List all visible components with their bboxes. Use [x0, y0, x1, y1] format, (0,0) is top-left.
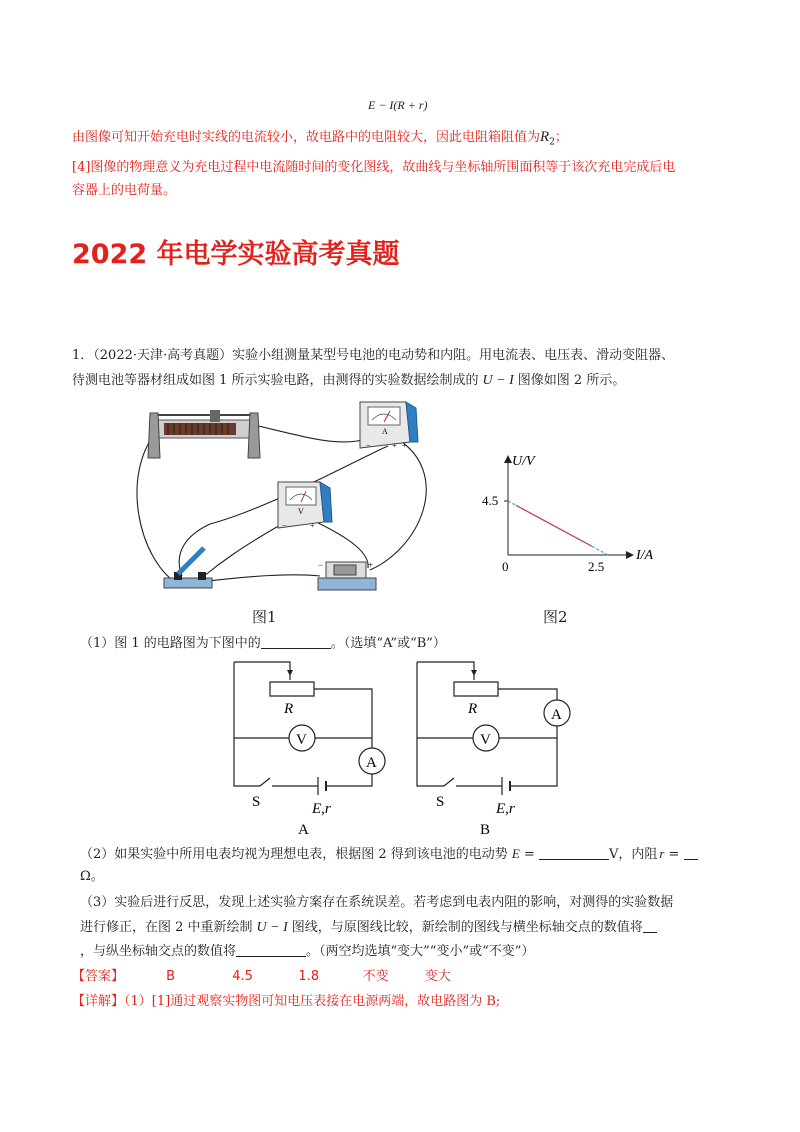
- ammeter: [360, 402, 418, 450]
- circuit-b-switch-label: S: [436, 794, 445, 810]
- emf-blank[interactable]: [539, 846, 609, 860]
- voltmeter: [278, 482, 332, 530]
- circuit-a-voltmeter: V: [296, 732, 307, 748]
- part-1-question: （1）图 1 的电路图为下图中的 。（选填“A”或“B”）: [80, 636, 446, 651]
- answer-label: 【答案】: [72, 969, 125, 984]
- svg-text:+: +: [368, 560, 374, 570]
- ui-line-solid: [516, 505, 592, 546]
- y-intercept-label: 4.5: [482, 493, 499, 508]
- ui-line-dashed-start: [508, 501, 516, 505]
- internal-resistance-blank[interactable]: [684, 846, 698, 860]
- answer-value: 不变: [362, 969, 389, 984]
- circuit-a-battery-label: E,r: [312, 801, 331, 817]
- circuit-a-ammeter: A: [366, 755, 377, 771]
- answer-row: [72, 966, 451, 988]
- explanation-line-2: [4]图像的物理意义为充电过程中电流随时间的变化图线，故曲线与坐标轴所围面积等于该次充电完成后电: [72, 160, 676, 175]
- svg-text:A: A: [382, 427, 388, 436]
- figure-1-physical-circuit: [120, 398, 440, 608]
- svg-text:+: +: [310, 521, 315, 530]
- question-stem-line-2: 待测电池等器材组成如图 1 所示实验电路，由测得的实验数据绘制成的 U − I 图像如图 2 所示。: [72, 373, 626, 388]
- detail-row: [72, 991, 500, 1013]
- svg-text:−: −: [366, 441, 371, 450]
- x-intercept-change-blank[interactable]: [643, 919, 657, 933]
- svg-text:+: +: [392, 441, 397, 450]
- y-intercept-change-blank[interactable]: [236, 943, 306, 957]
- circuit-a-resistor-label: R: [284, 701, 294, 717]
- origin-label: 0: [502, 559, 509, 574]
- y-axis-label: U/V: [512, 454, 535, 469]
- explanation-line-3: 容器上的电荷量。: [72, 183, 177, 198]
- part-2-question-line-2: Ω。: [80, 869, 104, 884]
- detail-text: （1）[1]通过观察实物图可知电压表接在电源两端，故电路图为 B;: [124, 994, 501, 1009]
- part-3-line-2: 进行修正，在图 2 中重新绘制 U − I 图线，与原图线比较，新绘制的图线与横坐标轴交点的数值将: [80, 917, 657, 939]
- question-stem-line-1: 1．（2022·天津·高考真题）实验小组测量某型号电池的电动势和内阻。用电流表、电压表、滑动变阻器、: [72, 348, 675, 363]
- circuit-b-battery-label: E,r: [496, 801, 515, 817]
- answer-value: B: [166, 969, 176, 984]
- answer-value: 变大: [424, 969, 451, 984]
- part-3-line-3: ，与纵坐标轴交点的数值将 。（两空均选填“变大”“变小”或“不变”）: [80, 944, 535, 959]
- explanation-line-1: 由图像可知开始充电时实线的电流较小，故电路中的电阻较大，因此电阻箱阻值为$R_2$；: [72, 129, 568, 148]
- section-title: 2022 年电学实验高考真题: [72, 239, 400, 270]
- formula: E − I(R + r): [368, 98, 428, 112]
- circuit-b-resistor-label: R: [468, 701, 478, 717]
- circuit-b-ammeter: A: [551, 707, 562, 723]
- circuit-b-label: B: [480, 822, 491, 836]
- part-1-blank[interactable]: [261, 635, 331, 649]
- x-axis-label: I/A: [636, 548, 654, 563]
- svg-text:V: V: [298, 507, 304, 516]
- answer-value: 4.5: [232, 969, 253, 984]
- part-3-line-1: （3）实验后进行反思，发现上述实验方案存在系统误差。若考虑到电表内阻的影响，对测得的实验数据: [80, 895, 674, 910]
- x-intercept-label: 2.5: [588, 559, 605, 574]
- part-2-question-line-1: （2）如果实验中所用电表均视为理想电表，根据图 2 得到该电池的电动势 E = V，内阻 r =: [80, 843, 698, 866]
- battery: [318, 560, 376, 590]
- circuit-diagrams: [222, 656, 582, 836]
- circuit-a-switch-label: S: [252, 794, 261, 810]
- rheostat: [148, 410, 260, 458]
- figure-2-caption: 图2: [543, 608, 568, 626]
- answer-value: 1.8: [298, 969, 320, 984]
- ui-line-dashed-end: [592, 546, 608, 555]
- circuit-a-label: A: [298, 822, 309, 836]
- svg-text:+: +: [402, 441, 407, 450]
- figure-1-caption: 图1: [252, 608, 277, 626]
- svg-text:−: −: [318, 560, 324, 570]
- figure-2-ui-graph: [470, 445, 670, 580]
- detail-label: 【详解】: [72, 994, 125, 1009]
- switch: [164, 548, 212, 588]
- svg-text:−: −: [282, 521, 287, 530]
- circuit-b-voltmeter: V: [480, 732, 491, 748]
